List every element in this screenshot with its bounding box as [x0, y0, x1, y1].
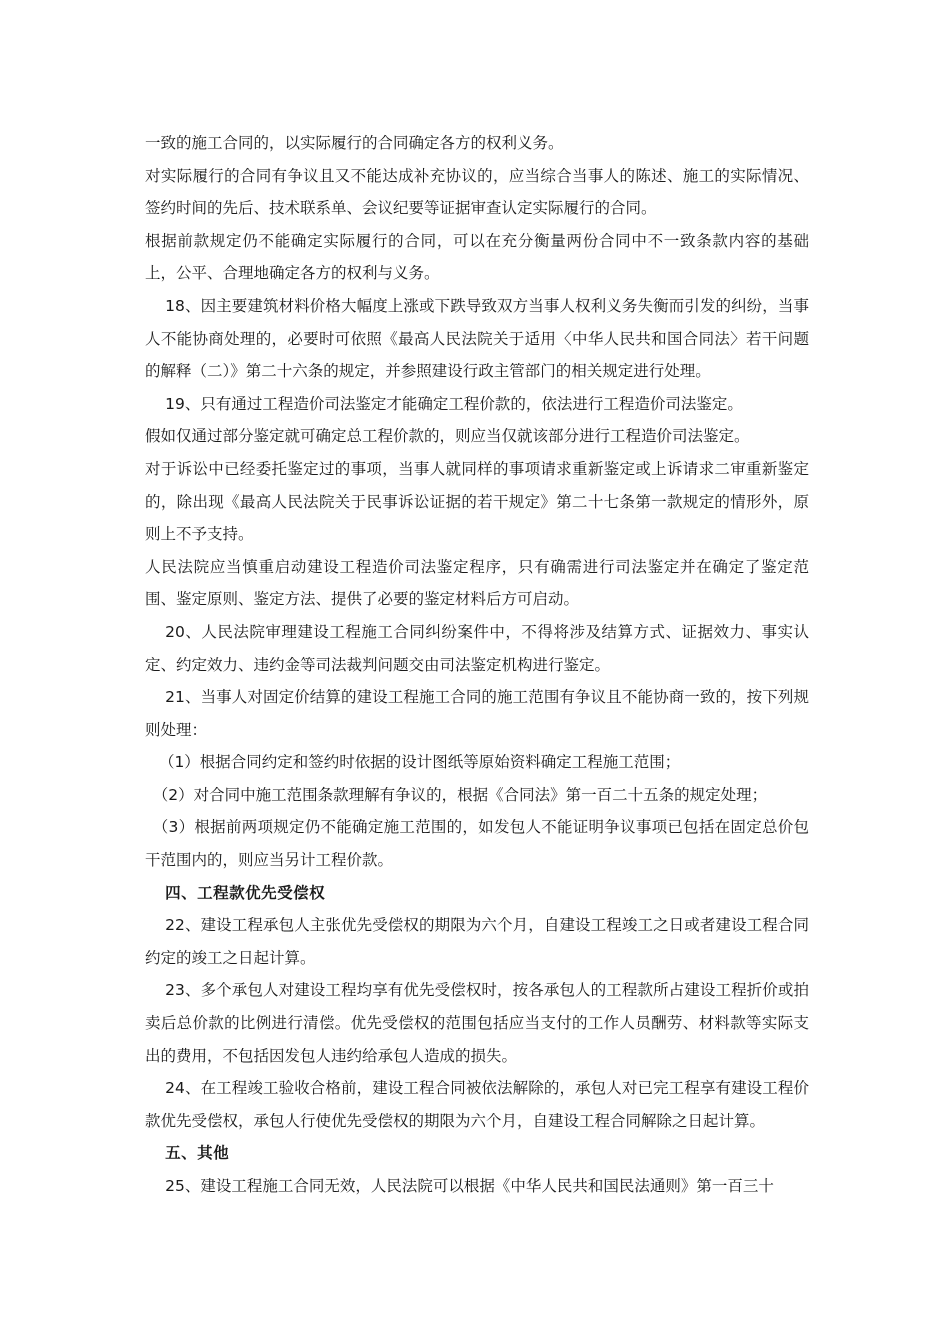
- clause-21: 21、当事人对固定价结算的建设工程施工合同的施工范围有争议且不能协商一致的，按下列规则处理：: [145, 688, 809, 739]
- clause-18: 18、因主要建筑材料价格大幅度上涨或下跌导致双方当事人权利义务失衡而引发的纠纷，当事人不能协商处理的，必要时可依照《最高人民法院关于适用〈中华人民共和国合同法〉若干问题的解释（二）》第二十六条的规定，并参照建设行政主管部门的相关规定进行处理。: [145, 296, 809, 381]
- clause-19-partial-appraisal: 假如仅通过部分鉴定就可确定总工程价款的，则应当仅就该部分进行工程造价司法鉴定。: [145, 427, 750, 446]
- clause-21-item-2: （2）对合同中施工范围条款理解有争议的，根据《合同法》第一百二十五条的规定处理；: [152, 785, 768, 804]
- paragraph-fallback-rule: 根据前款规定仍不能确定实际履行的合同，可以在充分衡量两份合同中不一致条款内容的基础上，公平、合理地确定各方的权利与义务。: [145, 231, 809, 283]
- document-body: [145, 127, 809, 1203]
- clause-23: 23、多个承包人对建设工程均享有优先受偿权时，按各承包人的工程款所占建设工程折价或拍卖后总价款的比例进行清偿。优先受偿权的范围包括应当支付的工作人员酬劳、材料款等实际支出的费用，不包括因发包人违约给承包人造成的损失。: [145, 981, 809, 1065]
- clause-24: 24、在工程竣工验收合格前，建设工程合同被依法解除的，承包人对已完工程享有建设工程价款优先受偿权，承包人行使优先受偿权的期限为六个月，自建设工程合同解除之日起计算。: [145, 1079, 809, 1130]
- section-heading-4: 四、工程款优先受偿权: [165, 883, 326, 902]
- clause-19: 19、只有通过工程造价司法鉴定才能确定工程价款的，依法进行工程造价司法鉴定。: [165, 394, 743, 413]
- clause-21-item-3: （3）根据前两项规定仍不能确定施工范围的，如发包人不能证明争议事项已包括在固定总价包干范围内的，则应当另计工程价款。: [145, 818, 809, 870]
- paragraph-continuation: 一致的施工合同的，以实际履行的合同确定各方的权利义务。: [145, 134, 564, 152]
- clause-22: 22、建设工程承包人主张优先受偿权的期限为六个月，自建设工程竣工之日或者建设工程合同约定的竣工之日起计算。: [145, 916, 809, 967]
- paragraph-disputed-contract: 对实际履行的合同有争议且又不能达成补充协议的，应当综合当事人的陈述、施工的实际情况、签约时间的先后、技术联系单、会议纪要等证据审查认定实际履行的合同。: [145, 166, 809, 218]
- clause-19-prudent-start: 人民法院应当慎重启动建设工程造价司法鉴定程序，只有确需进行司法鉴定并在确定了鉴定范围、鉴定原则、鉴定方法、提供了必要的鉴定材料后方可启动。: [145, 557, 809, 609]
- section-heading-5: 五、其他: [165, 1144, 230, 1163]
- clause-21-item-1: （1）根据合同约定和签约时依据的设计图纸等原始资料确定工程施工范围；: [158, 753, 681, 772]
- clause-19-reappraisal: 对于诉讼中已经委托鉴定过的事项，当事人就同样的事项请求重新鉴定或上诉请求二审重新鉴定的，除出现《最高人民法院关于民事诉讼证据的若干规定》第二十七条第一款规定的情形外，原则上不予支持。: [145, 459, 809, 544]
- clause-25: 25、建设工程施工合同无效，人民法院可以根据《中华人民共和国民法通则》第一百三十: [165, 1177, 774, 1195]
- clause-20: 20、人民法院审理建设工程施工合同纠纷案件中，不得将涉及结算方式、证据效力、事实认定、约定效力、违约金等司法裁判问题交由司法鉴定机构进行鉴定。: [145, 622, 809, 674]
